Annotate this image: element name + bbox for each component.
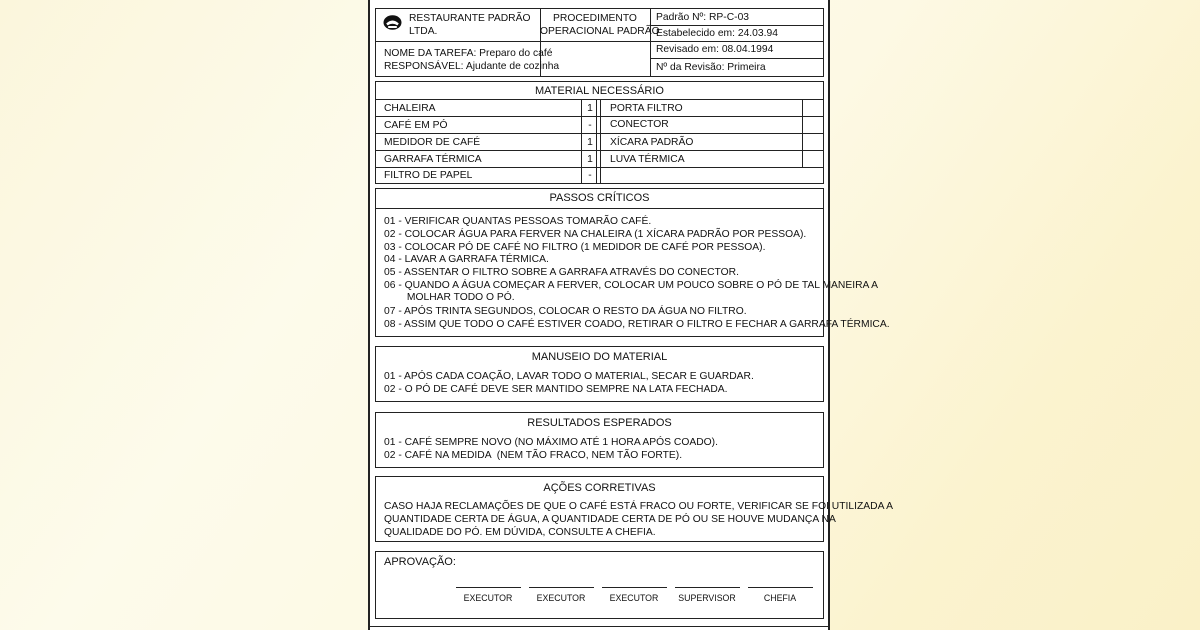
material-item: CAFÉ EM PÓ (384, 120, 448, 131)
document-type-line: OPERACIONAL PADRÃO (540, 25, 660, 37)
material-item: MEDIDOR DE CAFÉ (384, 137, 481, 148)
grid-line (607, 116, 823, 117)
material-item: FILTRO DE PAPEL (384, 170, 473, 181)
step-line: 05 - ASSENTAR O FILTRO SOBRE A GARRAFA ATRAVÉS DO CONECTOR. (384, 267, 739, 278)
step-line: 02 - COLOCAR ÁGUA PARA FERVER NA CHALEIRA (1 XÍCARA PADRÃO POR PESSOA). (384, 229, 807, 240)
corrective-section (375, 476, 894, 542)
signature-line[interactable] (602, 587, 667, 588)
grid-line (802, 99, 803, 167)
document-type (540, 13, 660, 38)
company-name-line: RESTAURANTE PADRÃO (409, 13, 531, 24)
material-item: CONECTOR (610, 119, 669, 130)
step-line: 08 - ASSIM QUE TODO O CAFÉ ESTIVER COADO, RETIRAR O FILTRO E FECHAR A GARRAFA TÉRMICA. (384, 319, 890, 330)
material-item: LUVA TÉRMICA (610, 154, 685, 165)
result-line: 01 - CAFÉ SEMPRE NOVO (NO MÁXIMO ATÉ 1 HORA APÓS COADO). (384, 437, 718, 448)
handling-section (375, 346, 824, 402)
material-title: MATERIAL NECESSÁRIO (535, 85, 664, 97)
responsible: RESPONSÁVEL: Ajudante de cozinha (384, 61, 560, 72)
material-item: GARRAFA TÉRMICA (384, 154, 482, 165)
step-line: MOLHAR TODO O PÓ. (384, 292, 515, 303)
grid-line (600, 99, 601, 183)
approval-section (375, 551, 824, 619)
established-date: Estabelecido em: 24.03.94 (656, 28, 778, 39)
step-line: 04 - LAVAR A GARRAFA TÉRMICA. (384, 254, 549, 265)
grid-line (581, 99, 582, 183)
grid-line (376, 116, 607, 117)
step-line: 06 - QUANDO A ÁGUA COMEÇAR A FERVER, COLOCAR UM POUCO SOBRE O PÓ DE TAL MANEIRA A (384, 280, 878, 291)
signature-label-executor: EXECUTOR (609, 593, 659, 603)
header-divider (650, 58, 823, 59)
handling-title: MANUSEIO DO MATERIAL (531, 351, 668, 363)
material-section (375, 81, 824, 184)
step-line: 07 - APÓS TRINTA SEGUNDOS, COLOCAR O RESTO DA ÁGUA NO FILTRO. (384, 306, 747, 317)
signature-line[interactable] (675, 587, 740, 588)
task-name: NOME DA TAREFA: Preparo do café (384, 48, 553, 59)
signature-line[interactable] (529, 587, 594, 588)
revision-number: Nº da Revisão: Primeira (656, 62, 766, 73)
signature-label-supervisor: SUPERVISOR (678, 593, 736, 603)
material-item: CHALEIRA (384, 103, 436, 114)
corrective-line: CASO HAJA RECLAMAÇÕES DE QUE O CAFÉ ESTÁ FRACO OU FORTE, VERIFICAR SE FOI UTILIZADA A (384, 501, 894, 512)
results-title: RESULTADOS ESPERADOS (527, 417, 672, 429)
critical-steps-title: PASSOS CRÍTICOS (549, 192, 650, 204)
material-qty: 1 (587, 103, 593, 114)
corrective-line: QUANTIDADE CERTA DE ÁGUA, A QUANTIDADE CERTA DE PÓ OU SE HOUVE MUDANÇA NA (384, 514, 836, 525)
company-name (409, 13, 530, 38)
material-qty: - (588, 120, 592, 131)
signature-line[interactable] (456, 587, 521, 588)
header-divider (650, 41, 823, 42)
standard-number: Padrão Nº: RP-C-03 (656, 12, 750, 23)
chef-hat-icon (383, 15, 402, 31)
step-line: 03 - COLOCAR PÓ DE CAFÉ NO FILTRO (1 MEDIDOR DE CAFÉ POR PESSOA). (384, 242, 766, 253)
handling-line: 01 - APÓS CADA COAÇÃO, LAVAR TODO O MATERIAL, SECAR E GUARDAR. (384, 371, 754, 382)
header-divider (376, 41, 650, 42)
material-item: XÍCARA PADRÃO (610, 137, 694, 148)
section-divider (376, 208, 823, 209)
material-qty: 1 (587, 154, 593, 165)
material-item: PORTA FILTRO (610, 103, 683, 114)
company-name-line: LTDA. (409, 25, 438, 37)
critical-steps-section (375, 188, 890, 337)
corrective-title: AÇÕES CORRETIVAS (543, 482, 656, 494)
result-line: 02 - CAFÉ NA MEDIDA (NEM TÃO FRACO, NEM TÃO FORTE). (384, 450, 683, 461)
handling-line: 02 - O PÓ DE CAFÉ DEVE SER MANTIDO SEMPRE NA LATA FECHADA. (384, 384, 728, 395)
signature-label-executor: EXECUTOR (536, 593, 586, 603)
grid-line (596, 99, 597, 183)
header-divider (650, 9, 651, 76)
corrective-line: QUALIDADE DO PÓ. EM DÚVIDA, CONSULTE A CHEFIA. (384, 527, 656, 538)
signature-label-executor: EXECUTOR (463, 593, 513, 603)
header-block (375, 8, 824, 77)
material-qty: - (588, 170, 592, 181)
material-qty: 1 (587, 137, 593, 148)
procedure-sheet (368, 0, 894, 630)
document-type-line: PROCEDIMENTO (553, 13, 637, 24)
page-bottom-rule (370, 626, 828, 627)
header-divider (650, 25, 823, 26)
signature-label-chefia: CHEFIA (763, 593, 797, 603)
revised-date: Revisado em: 08.04.1994 (656, 44, 774, 55)
step-line: 01 - VERIFICAR QUANTAS PESSOAS TOMARÃO CAFÉ. (384, 216, 652, 227)
approval-label: APROVAÇÃO: (384, 556, 456, 568)
signature-line[interactable] (748, 587, 813, 588)
results-section (375, 412, 824, 468)
